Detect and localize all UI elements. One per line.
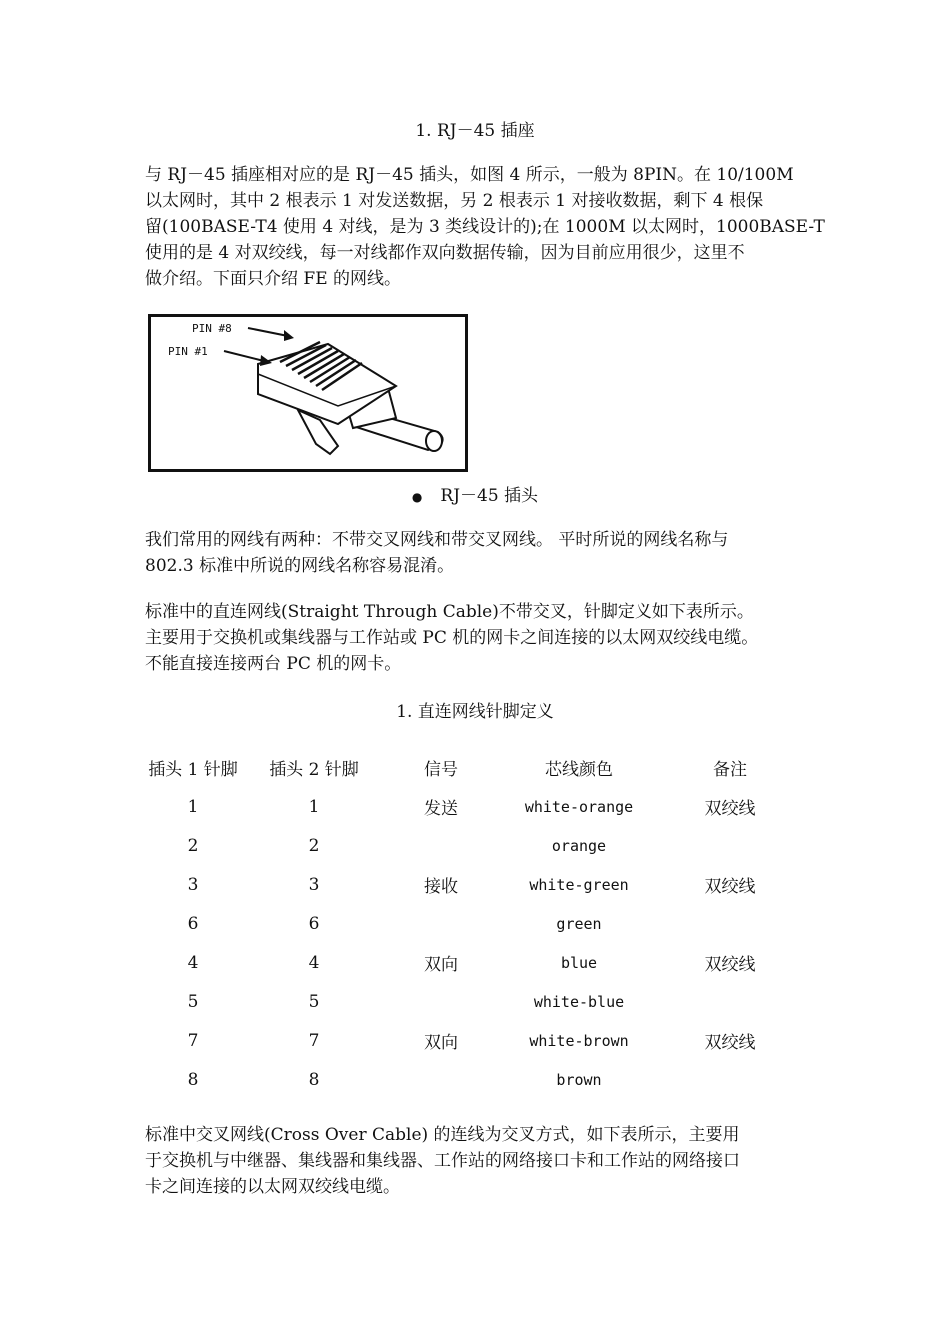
paragraph-line: 以太网时，其中 2 根表示 1 对发送数据，另 2 根表示 1 对接收数据，剩下 4 根保 — [145, 191, 764, 211]
table-row — [145, 787, 797, 826]
rj45-plug-drawing — [148, 314, 468, 472]
table-row — [145, 1060, 797, 1099]
table-row — [145, 943, 797, 982]
table-cell: 4 — [187, 952, 199, 973]
table-cell — [663, 826, 797, 865]
table-cell: 2 — [187, 835, 199, 856]
header-cell: 插头 1 针脚 — [148, 760, 238, 780]
header-cell: 备注 — [713, 760, 747, 780]
table-row — [145, 826, 797, 865]
header-cell: 信号 — [424, 760, 458, 780]
table-row — [145, 865, 797, 904]
paragraph-rj45-plug — [145, 162, 825, 292]
paragraph-line: 不能直接连接两台 PC 机的网卡。 — [145, 654, 402, 674]
table-cell: brown — [556, 1070, 602, 1089]
table-cell: 7 — [187, 1030, 199, 1051]
table-cell: orange — [551, 836, 607, 855]
paragraph-line: 与 RJ－45 插座相对应的是 RJ－45 插头，如图 4 所示，一般为 8PIN。在 10/100M — [145, 165, 794, 185]
table-cell: 3 — [308, 874, 320, 895]
table-cell: 1 — [187, 796, 199, 817]
table-cell: 1 — [308, 796, 320, 817]
table-cell: 6 — [308, 913, 320, 934]
table-cell: green — [556, 914, 602, 933]
table-row — [145, 1021, 797, 1060]
paragraph-line: 标准中的直连网线(Straight Through Cable)不带交叉，针脚定义如下表所示。 — [145, 602, 754, 622]
table-cell: 双绞线 — [704, 877, 756, 897]
bullet-icon: ● — [411, 489, 423, 504]
table-cell: 接收 — [424, 877, 458, 897]
table-cell: 双绞线 — [704, 955, 756, 975]
table-title: 1. 直连网线针脚定义 — [396, 702, 554, 722]
table-cell: blue — [560, 953, 598, 972]
table-header-row — [145, 748, 797, 787]
header-cell: 插头 2 针脚 — [269, 760, 359, 780]
section-heading: 1. RJ－45 插座 — [415, 121, 535, 141]
table-cell — [663, 904, 797, 943]
table-cell — [663, 1060, 797, 1099]
table-cell: 双绞线 — [704, 799, 756, 819]
table-cell: 双绞线 — [704, 1033, 756, 1053]
table-cell: white-blue — [533, 992, 625, 1011]
paragraph-line: 802.3 标准中所说的网线名称容易混淆。 — [145, 556, 455, 576]
paragraph-line: 卡之间连接的以太网双绞线电缆。 — [145, 1177, 400, 1197]
paragraph-line: 主要用于交换机或集线器与工作站或 PC 机的网卡之间连接的以太网双绞线电缆。 — [145, 628, 759, 648]
table-cell — [387, 982, 495, 1021]
paragraph-line: 于交换机与中继器、集线器和集线器、工作站的网络接口卡和工作站的网络接口 — [145, 1151, 740, 1171]
figure-caption-line — [0, 481, 950, 506]
paragraph-straight-cable — [145, 599, 825, 677]
paragraph-line: 使用的是 4 对双绞线，每一对线都作双向数据传输，因为目前应用很少，这里不 — [145, 243, 745, 263]
table-cell: 4 — [308, 952, 320, 973]
table-row — [145, 982, 797, 1021]
table-cell — [663, 982, 797, 1021]
table-cell: 6 — [187, 913, 199, 934]
paragraph-crossover-cable — [145, 1122, 825, 1200]
table-cell: white-green — [529, 875, 629, 894]
paragraph-line: 留(100BASE-T4 使用 4 对线，是为 3 类线设计的);在 1000M 以太网时，1000BASE-T — [145, 217, 825, 237]
table-row — [145, 904, 797, 943]
paragraph-line: 做介绍。下面只介绍 FE 的网线。 — [145, 269, 402, 289]
table-cell: 发送 — [424, 799, 458, 819]
pin1-label: PIN #1 — [168, 345, 208, 358]
paragraph-line: 标准中交叉网线(Cross Over Cable) 的连线为交叉方式，如下表所示，主要用 — [145, 1125, 740, 1145]
pin-definition-table — [145, 748, 797, 1099]
table-cell — [387, 826, 495, 865]
paragraph-line: 我们常用的网线有两种：不带交叉网线和带交叉网线。 平时所说的网线名称与 — [145, 530, 729, 550]
table-cell — [387, 904, 495, 943]
table-cell — [387, 1060, 495, 1099]
table-cell: white-brown — [529, 1031, 629, 1050]
rj45-plug-figure — [148, 314, 468, 472]
table-cell: 5 — [187, 991, 199, 1012]
header-cell: 芯线颜色 — [545, 760, 613, 780]
paragraph-cable-types — [145, 527, 825, 579]
figure-caption: RJ－45 插头 — [440, 486, 539, 506]
table-cell: 8 — [187, 1069, 199, 1090]
table-cell: 双向 — [424, 1033, 458, 1053]
table-cell: 5 — [308, 991, 320, 1012]
table-cell: white-orange — [524, 797, 634, 816]
table-cell: 双向 — [424, 955, 458, 975]
table-cell: 2 — [308, 835, 320, 856]
table-cell: 7 — [308, 1030, 320, 1051]
table-cell: 3 — [187, 874, 199, 895]
table-cell: 8 — [308, 1069, 320, 1090]
pin8-label: PIN #8 — [192, 322, 232, 335]
